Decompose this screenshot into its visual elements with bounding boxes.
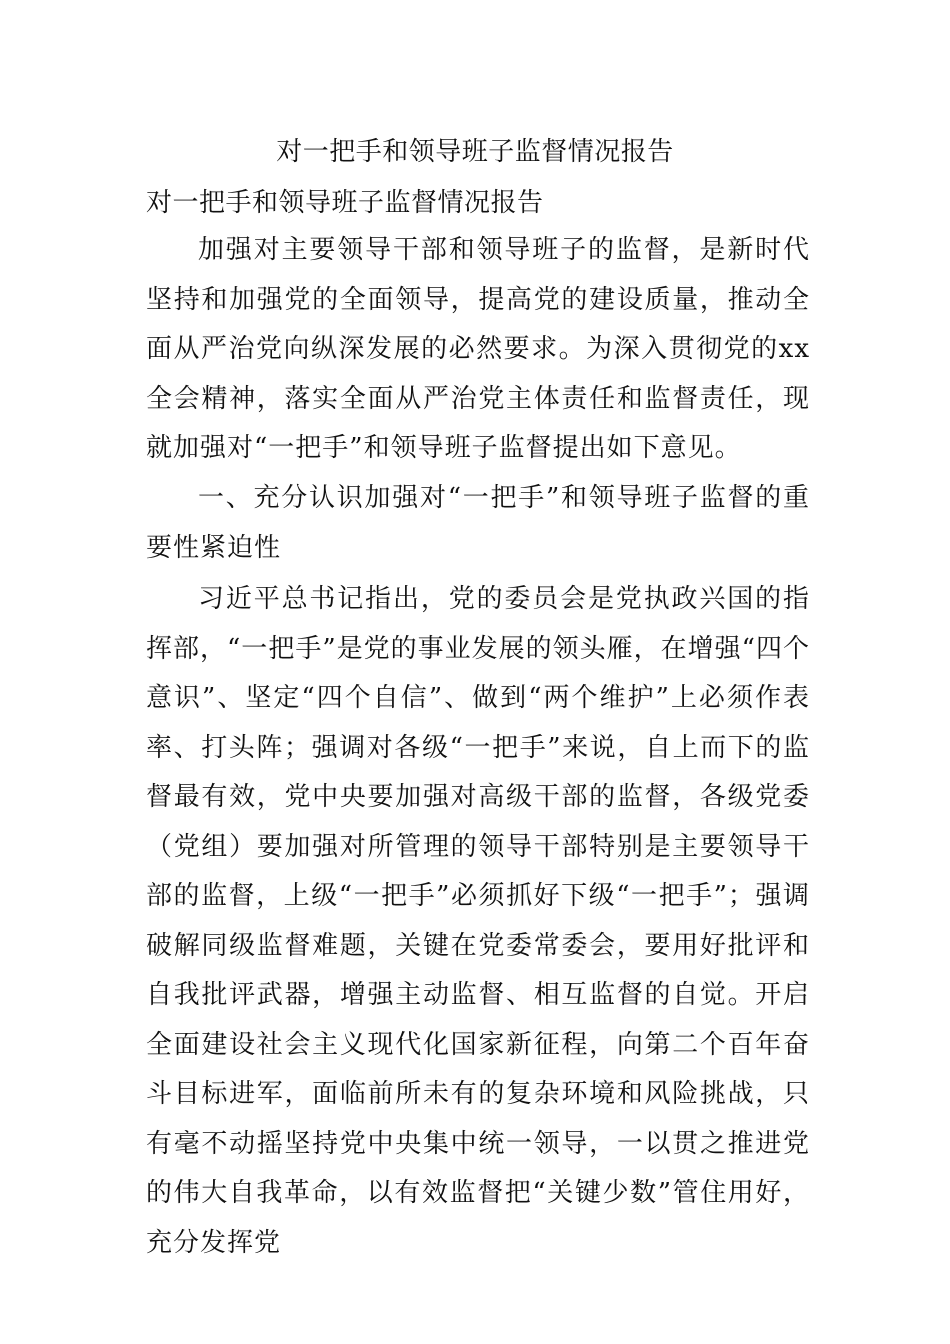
document-title: 对一把手和领导班子监督情况报告 <box>276 137 674 167</box>
section-heading-1: 一、充分认识加强对“一把手”和领导班子监督的重要性紧迫性 <box>146 483 810 563</box>
document-subtitle: 对一把手和领导班子监督情况报告 <box>146 188 544 218</box>
paragraph-intro: 加强对主要领导干部和领导班子的监督，是新时代坚持和加强党的全面领导，提高党的建设质量，推动全面从严治党向纵深发展的必然要求。为深入贯彻党的xx全会精神，落实全面从严治党主体责任和监督责任，现就加强对“一把手”和领导班子监督提出如下意见。 <box>146 235 810 463</box>
paragraph-section-1: 习近平总书记指出，党的委员会是党执政兴国的指挥部，“一把手”是党的事业发展的领头雁，在增强“四个意识”、坚定“四个自信”、做到“两个维护”上必须作表率、打头阵；强调对各级“一把手”来说，自上而下的监督最有效，党中央要加强对高级干部的监督，各级党委（党组）要加强对所管理的领导干部特别是主要领导干部的监督，上级“一把手”必须抓好下级“一把手”；强调破解同级监督难题，关键在党委常委会，要用好批评和自我批评武器，增强主动监督、相互监督的自觉。开启全面建设社会主义现代化国家新征程，向第二个百年奋斗目标进军，面临前所未有的复杂环境和风险挑战，只有毫不动摇坚持党中央集中统一领导，一以贯之推进党的伟大自我革命，以有效监督把“关键少数”管住用好，充分发挥党 <box>146 584 810 1258</box>
